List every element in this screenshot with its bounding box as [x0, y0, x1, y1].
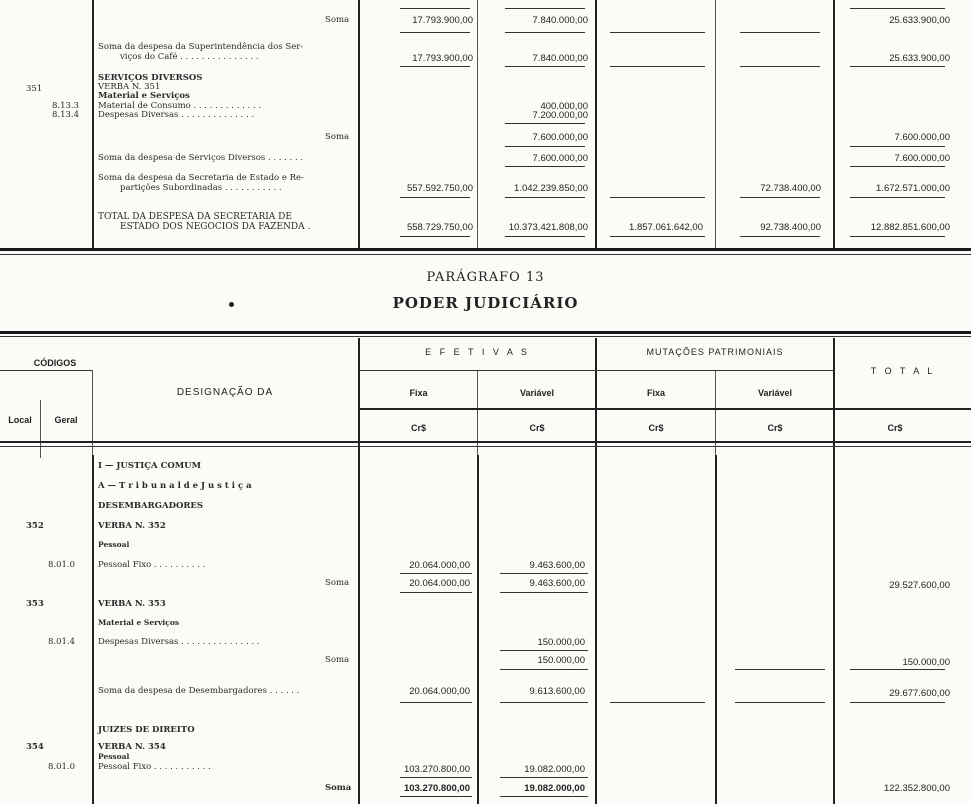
row-label: Soma da despesa da Secretaria de Estado e Re-: [98, 173, 304, 183]
value-cell: 7.840.000,00: [532, 53, 588, 64]
value-cell: 9.463.600,00: [529, 560, 585, 571]
header-currency: Cr$: [767, 423, 783, 433]
code-geral: 8.01.0: [48, 560, 76, 570]
table-end-rule: [0, 248, 971, 251]
total-cell: 150.000,00: [902, 657, 950, 668]
sub-heading: Material e Serviços: [98, 91, 190, 101]
code-geral: 8.01.0: [48, 762, 76, 772]
row-label: Pessoal Fixo . . . . . . . . . . .: [98, 762, 211, 772]
desembargadores-heading: DESEMBARGADORES: [98, 501, 204, 511]
verba-label: VERBA N. 352: [98, 521, 166, 531]
col-rule-designacao: [358, 0, 360, 248]
col-rule-geral: [92, 0, 94, 248]
value-cell: 17.793.900,00: [412, 53, 473, 64]
justica-comum-heading: I — JUSTIÇA COMUM: [98, 461, 201, 471]
soma-label: Soma: [325, 783, 352, 793]
col-rule-fixa: [477, 0, 478, 248]
tribunal-heading: A — T r i b u n a l d e J u s t i ç a: [98, 481, 252, 491]
soma-label: Soma: [325, 655, 350, 665]
value-cell: 20.064.000,00: [409, 686, 470, 697]
verba-label: VERBA N. 353: [98, 599, 166, 609]
code-local: 353: [26, 599, 44, 609]
col-rule-mut-variavel: [833, 0, 835, 248]
paragraph-heading: PARÁGRAFO 13: [426, 270, 545, 285]
code-geral: 8.13.3: [52, 101, 80, 111]
code-local: 354: [26, 742, 44, 752]
juizes-heading: JUIZES DE DIREITO: [98, 725, 195, 735]
header-bottom-rule: [0, 441, 971, 443]
row-label: Material de Consumo . . . . . . . . . . . . .: [98, 101, 262, 111]
header-currency: Cr$: [529, 423, 545, 433]
header-fixa: Fixa: [409, 388, 428, 398]
total-cell: 29.677.600,00: [889, 688, 950, 699]
table-end-rule-thin: [0, 254, 971, 255]
value-cell: 9.463.600,00: [529, 578, 585, 589]
pessoal-label: Pessoal: [98, 752, 130, 761]
value-cell: 7.600.000,00: [532, 153, 588, 164]
value-cell: 1.042.239.850,00: [514, 183, 588, 194]
bullet-mark: [229, 302, 234, 307]
section-title: PODER JUDICIÁRIO: [392, 294, 579, 312]
value-cell: 92.738.400,00: [760, 222, 821, 233]
soma-label: Soma: [325, 132, 350, 142]
value-cell: 19.082.000,00: [524, 764, 585, 775]
value-cell: 103.270.800,00: [403, 764, 470, 775]
row-label: Pessoal Fixo . . . . . . . . . .: [98, 560, 206, 570]
value-cell: 9.613.600,00: [529, 686, 585, 697]
header-variavel: Variável: [519, 388, 555, 398]
row-label: Soma da despesa da Superintendência dos Ser-: [98, 42, 304, 52]
total-cell: 29.527.600,00: [889, 580, 950, 591]
section-heading: SERVIÇOS DIVERSOS: [98, 73, 203, 83]
value-cell: 17.793.900,00: [412, 15, 473, 26]
row-label: viços do Café . . . . . . . . . . . . . . .: [120, 52, 259, 62]
total-cell: 25.633.900,00: [889, 15, 950, 26]
grand-total-label: TOTAL DA DESPESA DA SECRETARIA DE: [98, 212, 292, 222]
value-cell: 7.840.000,00: [532, 15, 588, 26]
header-codigos: CÓDIGOS: [33, 358, 77, 368]
value-cell: 7.600.000,00: [532, 132, 588, 143]
header-currency: Cr$: [887, 423, 903, 433]
value-cell: 20.064.000,00: [409, 560, 470, 571]
header-designacao: DESIGNAÇÃO DA: [176, 387, 274, 398]
value-cell: 7.200.000,00: [532, 110, 588, 121]
header-geral: Geral: [54, 415, 78, 425]
code-geral: 8.13.4: [52, 110, 80, 120]
total-cell: 7.600.000,00: [894, 132, 950, 143]
value-cell: 72.738.400,00: [760, 183, 821, 194]
header-mut-fixa: Fixa: [646, 388, 665, 398]
header-mut-variavel: Variável: [757, 388, 793, 398]
header-total: T O T A L: [870, 366, 936, 376]
value-cell: 150.000,00: [537, 637, 585, 648]
grand-total-label: ESTADO DOS NEGOCIOS DA FAZENDA .: [120, 222, 311, 232]
value-cell: 10.373.421.808,00: [508, 222, 588, 233]
value-cell: 558.729.750,00: [406, 222, 473, 233]
total-cell: 7.600.000,00: [894, 153, 950, 164]
material-label: Material e Serviços: [98, 618, 180, 627]
row-label: Despesas Diversas . . . . . . . . . . . . . .: [98, 110, 255, 120]
total-cell: 1.672.571.000,00: [876, 183, 950, 194]
header-efetivas: E F E T I V A S: [425, 347, 530, 357]
verba-label: VERBA N. 351: [98, 82, 161, 92]
header-mutacoes: MUTAÇÕES PATRIMONIAIS: [646, 347, 784, 357]
header-top-rule: [0, 331, 971, 334]
row-label: Despesas Diversas . . . . . . . . . . . . . . .: [98, 637, 260, 647]
header-currency: Cr$: [410, 423, 426, 433]
verba-label: VERBA N. 354: [98, 742, 166, 752]
value-cell: 400.000,00: [540, 101, 588, 112]
value-cell: 150.000,00: [537, 655, 585, 666]
row-label: partições Subordinadas . . . . . . . . . . .: [120, 183, 282, 193]
value-cell: 103.270.800,00: [403, 783, 470, 794]
row-label: Soma da despesa de Desembargadores . . . . . .: [98, 686, 300, 696]
total-cell: 12.882.851.600,00: [870, 222, 950, 233]
col-rule-variavel: [595, 0, 597, 248]
total-cell: 122.352.800,00: [883, 783, 950, 794]
col-rule-mut-fixa: [715, 0, 716, 248]
code-local: 352: [26, 521, 44, 531]
code-geral: 8.01.4: [48, 637, 76, 647]
soma-label: Soma: [325, 15, 350, 25]
value-cell: 19.082.000,00: [524, 783, 585, 794]
header-local: Local: [8, 415, 32, 425]
row-label: Soma da despesa de Serviços Diversos . . . . . . .: [98, 153, 304, 163]
value-cell: 1.857.061.642,00: [629, 222, 703, 233]
soma-label: Soma: [325, 578, 350, 588]
total-cell: 25.633.900,00: [889, 53, 950, 64]
header-currency: Cr$: [648, 423, 664, 433]
code-local: 351: [26, 84, 43, 94]
value-cell: 557.592.750,00: [406, 183, 473, 194]
pessoal-label: Pessoal: [98, 540, 130, 549]
value-cell: 20.064.000,00: [409, 578, 470, 589]
